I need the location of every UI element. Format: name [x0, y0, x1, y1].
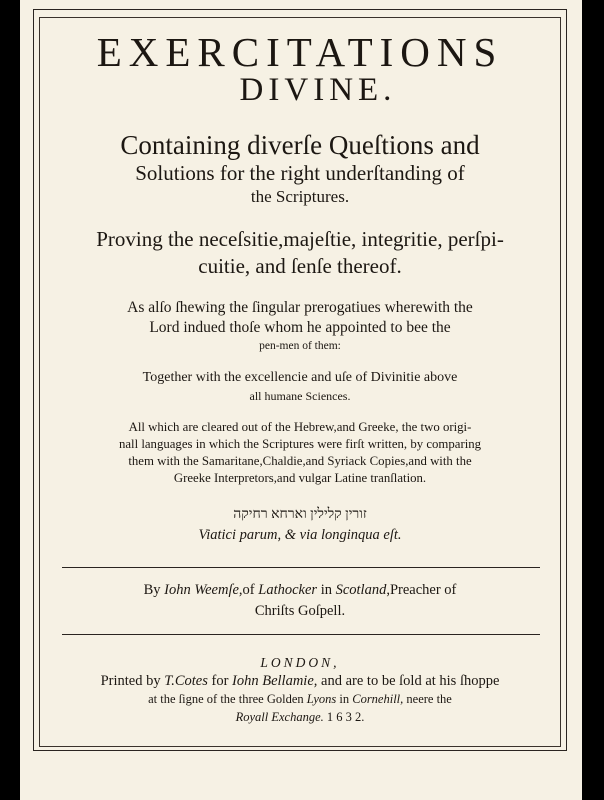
subtitle-line3: the Scriptures. — [250, 187, 350, 206]
title-page — [20, 0, 582, 800]
imprint-year: 1 6 3 2. — [326, 710, 365, 724]
author-line1 — [40, 580, 560, 601]
subtitle-line2: Solutions for the right underſtanding of — [135, 161, 465, 185]
proving-line2: cuitie, and ſenſe thereof. — [198, 254, 402, 278]
all-which-line3: them with the Samaritane,Chaldie,and Syriack Copies,and with the — [128, 454, 472, 468]
imprint-printed-by: Printed by — [100, 673, 161, 689]
imprint-line2 — [40, 690, 560, 708]
imprint-rest: and are to be ſold at his ſhoppe — [321, 673, 500, 689]
imprint-in: in — [339, 692, 350, 706]
imprint-line1 — [40, 672, 560, 690]
imprint-city: LONDON, — [260, 655, 340, 670]
divider-rule-top — [62, 567, 540, 568]
imprint-neere: neere the — [406, 692, 452, 706]
author-by: By — [143, 582, 161, 598]
divider-rule-bottom — [62, 634, 540, 635]
all-which-line1: All which are cleared out of the Hebrew,and Greeke, the two origi- — [128, 420, 472, 434]
all-which-line4: Greeke Interpretors,and vulgar Latine tranſlation. — [173, 471, 427, 485]
imprint-cornhill: Cornehill, — [352, 692, 404, 706]
also-line3: pen-men of them: — [259, 340, 341, 352]
also-line1: As alſo ſhewing the ſingular prerogatiues wherewith the — [127, 299, 473, 316]
imprint-sign: at the ſigne of the three Golden — [148, 692, 304, 706]
author-name: Iohn Weemſe — [164, 582, 239, 598]
also-line2: Lord indued thoſe whom he appointed to bee the — [149, 319, 451, 336]
imprint-line3 — [40, 708, 560, 726]
imprint-publisher: Iohn Bellamie, — [232, 673, 318, 689]
hebrew-motto: זורין קלילין וארחא רחיקה — [233, 507, 367, 522]
author-country: Scotland — [335, 582, 387, 598]
subtitle-line1: Containing diverſe Queſtions and — [120, 130, 480, 160]
all-which-line2: nall languages in which the Scriptures were firſt written, by comparing — [118, 437, 482, 451]
proving-line1: Proving the neceſsitie,majeſtie, integritie, perſpi- — [96, 227, 504, 251]
imprint-for: for — [211, 673, 229, 689]
together-line1: Together with the excellencie and uſe of Divinitie above — [142, 370, 458, 385]
together-line2: all humane Sciences. — [249, 389, 351, 403]
author-of: ,of — [238, 582, 255, 598]
imprint-exchange: Royall Exchange. — [235, 710, 324, 724]
imprint-printer: T.Cotes — [164, 673, 208, 689]
author-line2: Chriſts Goſpell. — [254, 603, 346, 619]
author-in: in — [320, 582, 332, 598]
together-block — [40, 369, 560, 405]
author-block — [40, 580, 560, 622]
main-title-line2: DIVINE. — [239, 72, 397, 108]
latin-motto: Viatici parum, & via longinqua eſt. — [198, 527, 402, 543]
all-which-block — [40, 419, 560, 487]
subtitle-block — [40, 130, 560, 208]
author-place: Lathocker — [258, 582, 318, 598]
imprint-lyons: Lyons — [306, 692, 337, 706]
imprint-block — [40, 654, 560, 726]
main-title-line1: EXERCITATIONS — [96, 29, 504, 75]
also-block — [40, 298, 560, 354]
proving-block — [40, 226, 560, 280]
author-role: ,Preacher of — [386, 582, 457, 598]
